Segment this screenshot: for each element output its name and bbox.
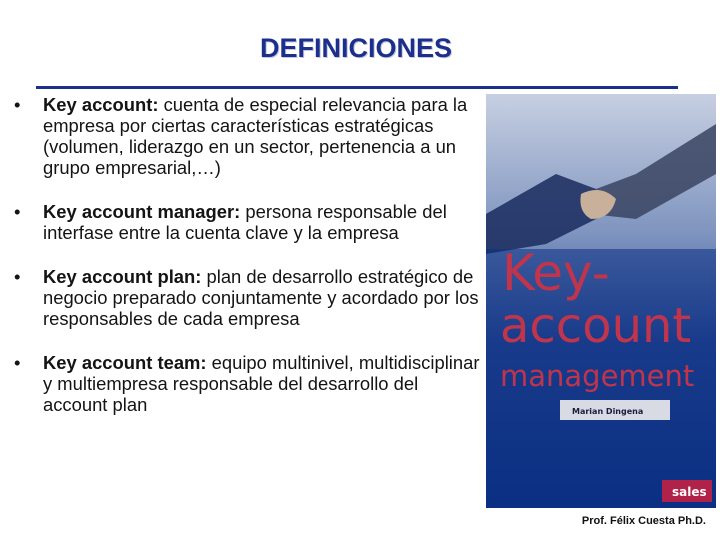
publisher-name: sales xyxy=(672,485,707,499)
bullet-dot: • xyxy=(14,201,21,222)
definition-text: equipo multinivel, multidisciplinar y multiempresa responsable del desarrollo del account plan xyxy=(43,352,480,415)
definition-text: plan de desarrollo estratégico de negocio preparado conjuntamente y acordado por los responsables de cada empresa xyxy=(43,266,479,329)
bullet-dot: • xyxy=(14,94,21,115)
book-author: Marian Dingena xyxy=(572,407,644,416)
definition-item xyxy=(14,352,484,415)
definitions-list xyxy=(14,94,484,438)
bullet-dot: • xyxy=(14,266,21,287)
definition-text: persona responsable del interfase entre la cuenta clave y la empresa xyxy=(43,201,447,243)
definition-item xyxy=(14,94,484,178)
definition-term: Key account plan: xyxy=(43,266,202,287)
author-credit: Prof. Félix Cuesta Ph.D. xyxy=(581,515,706,527)
book-title-line2: account xyxy=(500,298,692,354)
slide-title: DEFINICIONES xyxy=(259,33,453,63)
definition-term: Key account team: xyxy=(43,352,207,373)
book-cover-art xyxy=(486,94,716,508)
definition-text: cuenta de especial relevancia para la empresa por ciertas características estratégicas (volumen, liderazgo en un sector, pertenencia a un grupo empresarial,…) xyxy=(43,94,468,178)
definition-item xyxy=(14,201,484,243)
book-title-line1: Key- xyxy=(502,244,610,302)
book-cover-image xyxy=(486,94,716,508)
definition-item xyxy=(14,266,484,329)
title-underline xyxy=(36,86,678,89)
book-title-line3: management xyxy=(500,359,695,393)
definition-term: Key account manager: xyxy=(43,201,241,222)
definition-term: Key account: xyxy=(43,94,159,115)
bullet-dot: • xyxy=(14,352,21,373)
